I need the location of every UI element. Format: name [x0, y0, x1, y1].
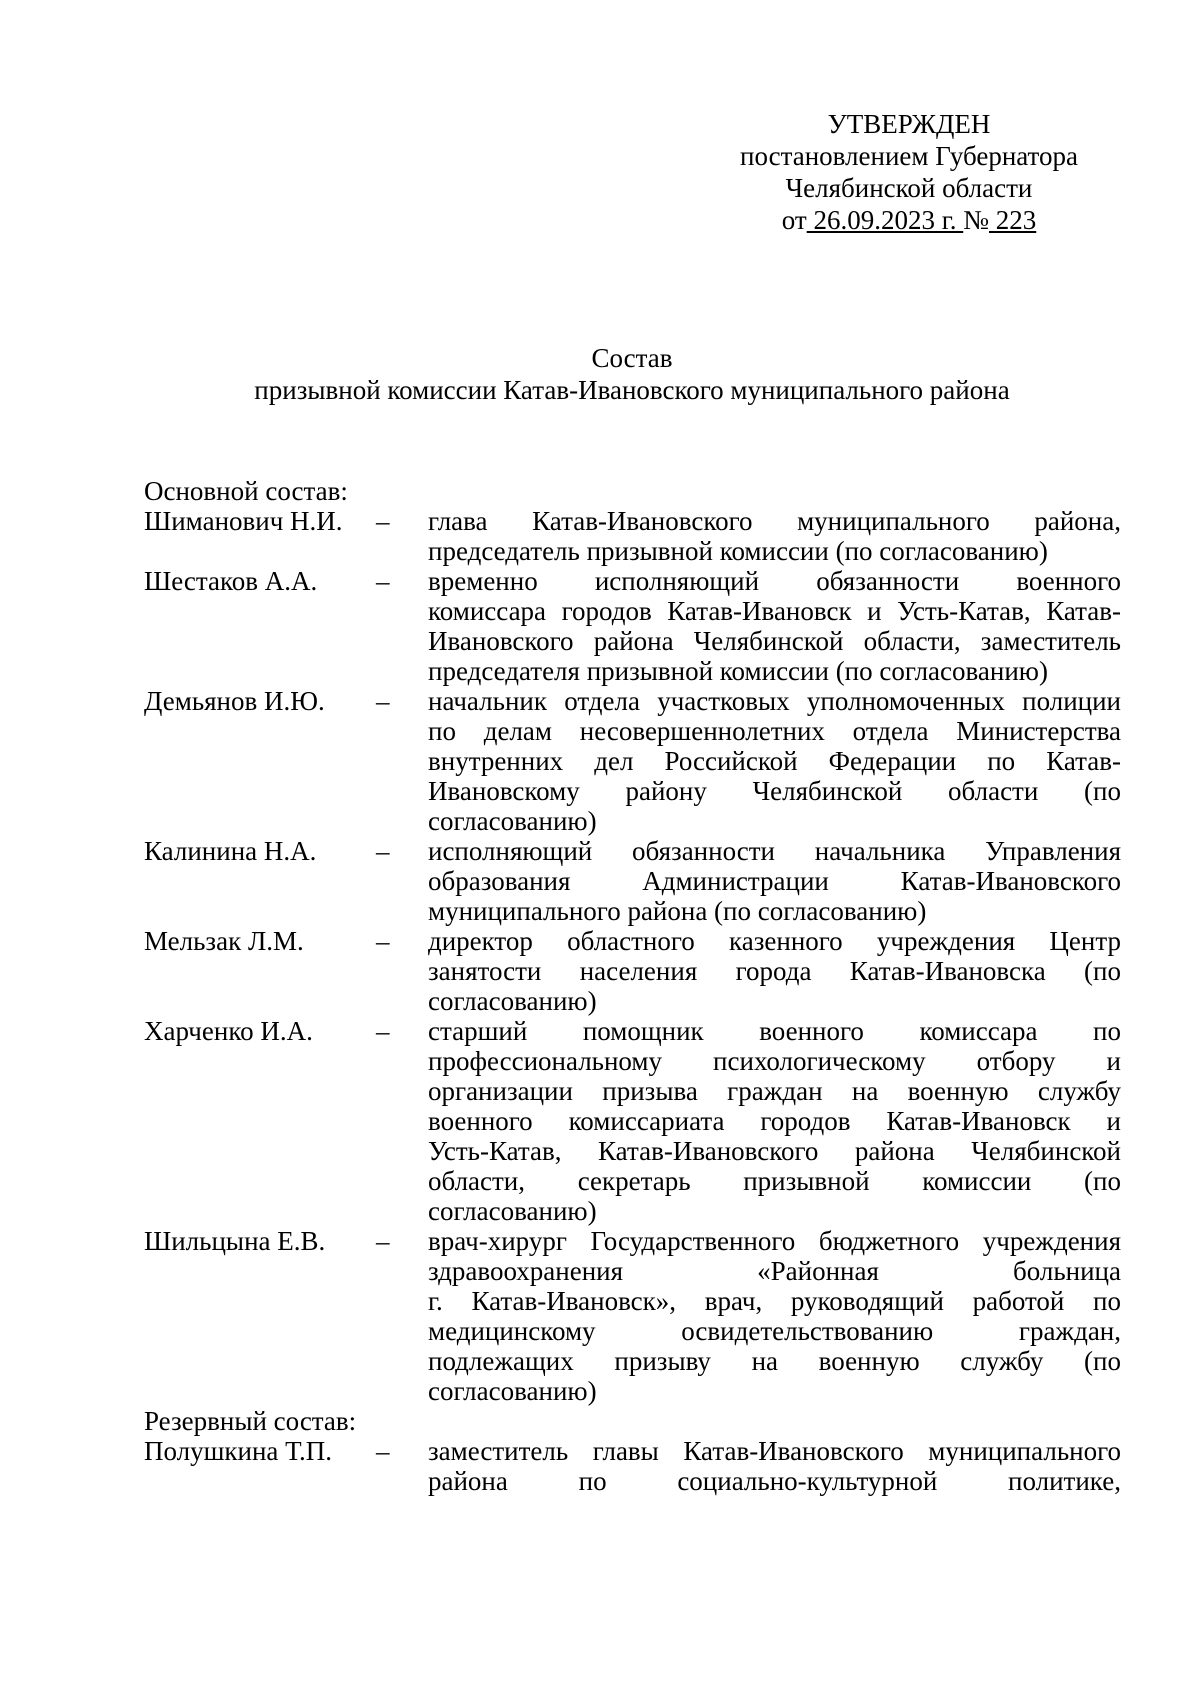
role-line: подлежащих призыву на военную службу (по — [428, 1346, 1121, 1376]
member-row — [144, 686, 1121, 836]
commission-list — [144, 476, 1121, 1496]
role-line: по делам несовершеннолетних отдела Министерства — [428, 716, 1121, 746]
member-dash: – — [376, 926, 390, 956]
approval-date: 26.09.2023 г. — [806, 205, 964, 235]
role-line: согласованию) — [428, 1196, 597, 1226]
approval-number: 223 — [989, 205, 1037, 235]
reserve-section-label: Резервный состав: — [144, 1406, 357, 1436]
member-dash: – — [376, 686, 390, 716]
approval-line-2: Челябинской области — [785, 173, 1033, 203]
member-row — [144, 1436, 1121, 1496]
role-line: начальник отдела участковых уполномоченных полиции — [428, 686, 1121, 716]
role-line: директор областного казенного учреждения Центр — [428, 926, 1121, 956]
heading-line-2: призывной комиссии Катав-Ивановского муниципального района — [254, 375, 1010, 405]
member-role — [428, 506, 1121, 566]
role-line: согласованию) — [428, 986, 597, 1016]
date-prefix: от — [781, 205, 807, 235]
role-line: председатель призывной комиссии (по согласованию) — [428, 536, 1048, 566]
role-line: г. Катав-Ивановск», врач, руководящий работой по — [428, 1286, 1121, 1316]
role-line: Усть-Катав, Катав-Ивановского района Челябинской — [428, 1136, 1121, 1166]
role-line: организации призыва граждан на военную службу — [428, 1076, 1121, 1106]
member-role — [428, 926, 1121, 1016]
role-line: комиссара городов Катав-Ивановск и Усть-Катав, Катав- — [428, 596, 1121, 626]
member-row — [144, 506, 1121, 566]
role-line: исполняющий обязанности начальника Управления — [428, 836, 1121, 866]
role-line: Ивановскому району Челябинской области (по — [428, 776, 1121, 806]
member-role — [428, 686, 1121, 836]
member-row — [144, 566, 1121, 686]
member-dash: – — [376, 566, 390, 596]
member-row — [144, 1016, 1121, 1226]
role-line: муниципального района (по согласованию) — [428, 896, 927, 926]
member-name: Шильцына Е.В. — [144, 1226, 326, 1256]
role-line: занятости населения города Катав-Ивановска (по — [428, 956, 1121, 986]
member-dash: – — [376, 836, 390, 866]
member-role — [428, 566, 1121, 686]
member-dash: – — [376, 1226, 390, 1256]
role-line: военного комиссариата городов Катав-Ивановск и — [428, 1106, 1121, 1136]
member-row — [144, 926, 1121, 1016]
role-line: согласованию) — [428, 1376, 597, 1406]
member-row — [144, 836, 1121, 926]
role-line: Ивановского района Челябинской области, заместитель — [428, 626, 1121, 656]
member-name: Калинина Н.А. — [144, 836, 317, 866]
member-name: Демьянов И.Ю. — [144, 686, 325, 716]
approval-stamp — [700, 108, 1118, 236]
member-name: Харченко И.А. — [144, 1016, 313, 1046]
role-line: области, секретарь призывной комиссии (по — [428, 1166, 1121, 1196]
member-name: Шестаков А.А. — [144, 566, 318, 596]
member-row — [144, 1226, 1121, 1406]
role-line: здравоохранения «Районная больница — [428, 1256, 1121, 1286]
number-prefix: № — [963, 205, 989, 235]
member-role — [428, 836, 1121, 926]
role-line: временно исполняющий обязанности военного — [428, 566, 1121, 596]
role-line: заместитель главы Катав-Ивановского муниципального — [428, 1436, 1121, 1466]
member-role — [428, 1226, 1121, 1406]
heading-line-1: Состав — [591, 343, 673, 373]
approval-line-1: постановлением Губернатора — [740, 141, 1078, 171]
role-line: медицинскому освидетельствованию граждан, — [428, 1316, 1121, 1346]
role-line: согласованию) — [428, 806, 597, 836]
approval-date-line — [700, 204, 1118, 236]
role-line: района по социально-культурной политике, — [428, 1466, 1121, 1496]
role-line: внутренних дел Российской Федерации по Катав- — [428, 746, 1121, 776]
role-line: образования Администрации Катав-Ивановского — [428, 866, 1121, 896]
member-role — [428, 1436, 1121, 1496]
role-line: старший помощник военного комиссара по — [428, 1016, 1121, 1046]
main-section-label: Основной состав: — [144, 476, 348, 506]
role-line: врач-хирург Государственного бюджетного учреждения — [428, 1226, 1121, 1256]
member-dash: – — [376, 1016, 390, 1046]
member-name: Полушкина Т.П. — [144, 1436, 332, 1466]
member-name: Шиманович Н.И. — [144, 506, 343, 536]
role-line: профессиональному психологическому отбору и — [428, 1046, 1121, 1076]
member-role — [428, 1016, 1121, 1226]
role-line: председателя призывной комиссии (по согласованию) — [428, 656, 1048, 686]
member-name: Мельзак Л.М. — [144, 926, 304, 956]
member-dash: – — [376, 506, 390, 536]
member-dash: – — [376, 1436, 390, 1466]
approval-title: УТВЕРЖДЕН — [827, 109, 991, 139]
role-line: глава Катав-Ивановского муниципального района, — [428, 506, 1121, 536]
document-heading — [0, 342, 1200, 406]
